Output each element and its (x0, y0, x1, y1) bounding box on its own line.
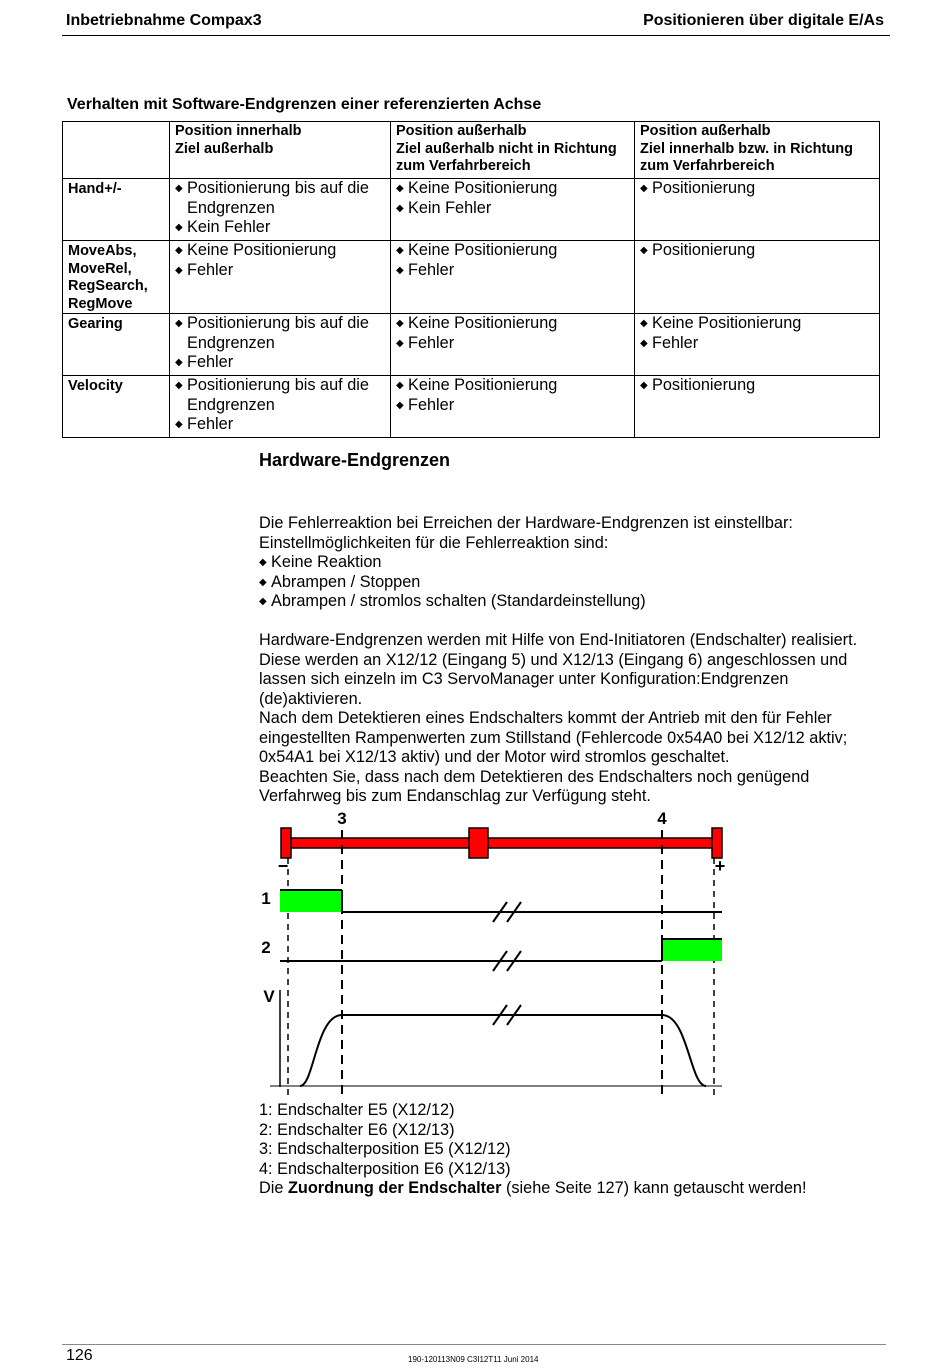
row-label: Gearing (63, 314, 170, 376)
table-cell (635, 179, 880, 241)
label-position-4: 4 (657, 809, 667, 828)
list-item: ◆ Keine Positionierung (640, 314, 879, 334)
list-item: ◆ Fehler (175, 261, 390, 281)
table-row (63, 314, 880, 376)
page-number: 126 (66, 1347, 93, 1364)
list-item: ◆ Positionierung bis auf die Endgrenzen (175, 376, 390, 415)
list-item: ◆ Keine Reaktion (259, 553, 899, 573)
limit-switch-diagram (250, 805, 740, 1095)
list-item: ◆ Kein Fehler (175, 218, 390, 238)
legend-item: 2: Endschalter E6 (X12/13) (259, 1120, 455, 1139)
list-item: ◆ Abrampen / stromlos schalten (Standardeinstellung) (259, 592, 899, 612)
list-item: ◆ Fehler (396, 334, 634, 354)
diagram-legend (259, 1101, 806, 1199)
track-label-1: 1 (261, 889, 271, 908)
row-label: Hand+/- (63, 179, 170, 241)
list-item: ◆ Positionierung (640, 241, 879, 261)
table-header-row (63, 122, 880, 179)
switch-e6-active (662, 939, 722, 961)
footer-divider (62, 1344, 886, 1345)
table-corner-cell (63, 122, 170, 179)
switch-e5-active (280, 890, 342, 912)
table-cell (170, 376, 391, 438)
row-label: MoveAbs, MoveRel, RegSearch, RegMove (63, 241, 170, 314)
list-item: ◆ Keine Positionierung (396, 179, 634, 199)
track-label-v: V (263, 987, 275, 1006)
list-item: ◆ Positionierung bis auf die Endgrenzen (175, 314, 390, 353)
table-cell (635, 314, 880, 376)
table-cell (170, 314, 391, 376)
list-item: ◆ Keine Positionierung (175, 241, 390, 261)
list-item: ◆ Fehler (396, 396, 634, 416)
column-header: Position außerhalb Ziel außerhalb nicht in Richtung zum Verfahrbereich (391, 122, 635, 179)
table-cell (391, 314, 635, 376)
rail-end-stop-left (281, 828, 291, 858)
axis-rail (286, 838, 716, 848)
document-code: 190-120113N09 C3I12T11 Juni 2014 (408, 1355, 539, 1364)
table-row (63, 241, 880, 314)
table-row (63, 179, 880, 241)
header-divider (62, 35, 890, 36)
header-title: Inbetriebnahme Compax3 (66, 12, 262, 29)
column-header: Position außerhalb Ziel innerhalb bzw. in Richtung zum Verfahrbereich (635, 122, 880, 179)
row-label: Velocity (63, 376, 170, 438)
header-section: Positionieren über digitale E/As (643, 12, 884, 29)
table-cell (635, 241, 880, 314)
legend-item: 1: Endschalter E5 (X12/12) (259, 1101, 455, 1119)
label-plus: + (714, 856, 726, 876)
list-item: ◆ Abrampen / Stoppen (259, 573, 899, 593)
list-item: ◆ Fehler (396, 261, 634, 281)
table-cell (170, 241, 391, 314)
table-cell (391, 179, 635, 241)
label-minus: − (277, 856, 289, 876)
software-limits-table (62, 121, 880, 438)
list-item: ◆ Keine Positionierung (396, 241, 634, 261)
legend-item: 3: Endschalterposition E5 (X12/12) (259, 1140, 511, 1158)
list-item: ◆ Fehler (175, 415, 390, 435)
table-cell (391, 241, 635, 314)
table-cell (170, 179, 391, 241)
paragraph-error-reaction: Die Fehlerreaktion bei Erreichen der Hardware-Endgrenzen ist einstellbar: Einstellmöglichkeiten für die Fehlerreaktion sind: ◆ Keine Reaktion ◆ Abrampen / Stoppen ◆ Abrampen / stromlos schalten (Standardeinstellung) (259, 514, 899, 612)
table-title: Verhalten mit Software-Endgrenzen einer referenzierten Achse (67, 96, 542, 113)
paragraph-hardware-limits: Hardware-Endgrenzen werden mit Hilfe von End-Initiatoren (Endschalter) realisiert. Diese werden an X12/12 (Eingang 5) und X12/13 (Eingang 6) angeschlossen und lassen sich einzeln im C3 ServoManager unter Konfiguration:Endgrenzen (de)aktivieren. Nach dem Detektieren eines Endschalters kommt der Antrieb mit den für Fehler eingestellten Rampenwerten zum Stillstand (Fehlercode 0x54A0 bei X12/12 aktiv; 0x54A1 bei X12/13 aktiv) und der Motor wird stromlos geschaltet. Beachten Sie, dass nach dem Detektieren des Endschalters noch genügend Verfahrweg bis zum Endanschlag zur Verfügung steht. (259, 631, 858, 805)
list-item: ◆ Kein Fehler (396, 199, 634, 219)
section-heading: Hardware-Endgrenzen (259, 450, 451, 470)
legend-note: Die Zuordnung der Endschalter (siehe Seite 127) kann getauscht werden! (259, 1179, 807, 1197)
carriage (469, 828, 488, 858)
list-item: ◆ Positionierung (640, 376, 879, 396)
table-cell (391, 376, 635, 438)
table-row (63, 376, 880, 438)
label-position-3: 3 (337, 809, 347, 828)
list-item: ◆ Fehler (640, 334, 879, 354)
list-item: ◆ Positionierung (640, 179, 879, 199)
table-cell (635, 376, 880, 438)
list-item: ◆ Keine Positionierung (396, 314, 634, 334)
list-item: ◆ Fehler (175, 353, 390, 373)
track-label-2: 2 (261, 938, 271, 957)
list-item: ◆ Positionierung bis auf die Endgrenzen (175, 179, 390, 218)
velocity-profile (300, 1015, 706, 1086)
rail-end-stop-right (712, 828, 722, 858)
legend-item: 4: Endschalterposition E6 (X12/13) (259, 1159, 511, 1178)
column-header: Position innerhalb Ziel außerhalb (170, 122, 391, 179)
list-item: ◆ Keine Positionierung (396, 376, 634, 396)
cross-reference-link[interactable]: Zuordnung der Endschalter (287, 1179, 502, 1197)
